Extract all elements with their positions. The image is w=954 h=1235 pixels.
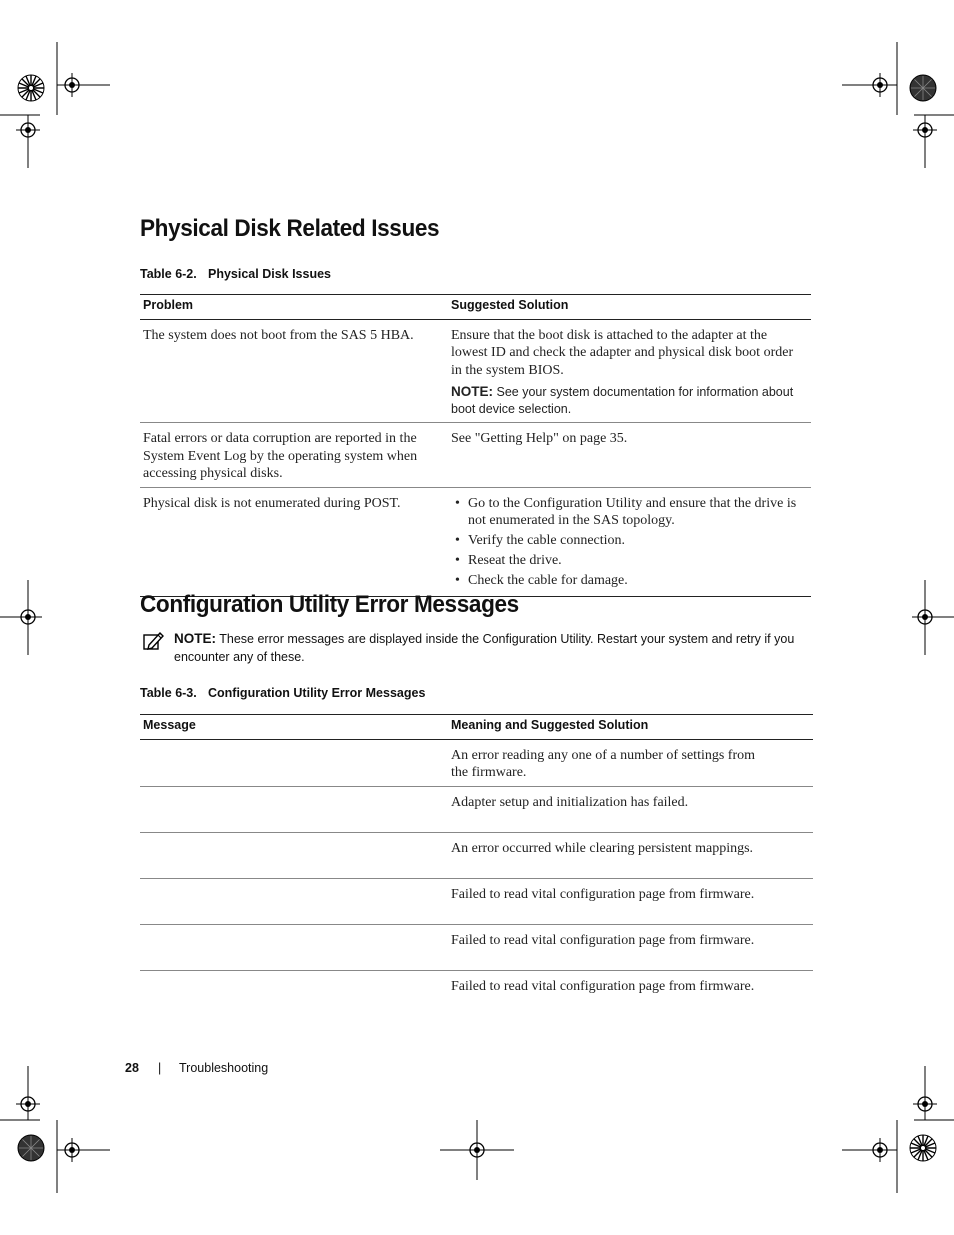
message-cell <box>140 832 448 878</box>
registration-mark-icon <box>910 1135 936 1161</box>
column-header: Suggested Solution <box>448 295 811 320</box>
message-cell <box>140 878 448 924</box>
registration-mark-icon <box>16 118 40 142</box>
meaning-cell: Failed to read vital configuration page from firmware. <box>448 924 813 970</box>
table-row <box>140 739 813 786</box>
column-header: Problem <box>140 295 448 320</box>
config-utility-errors-table <box>140 714 813 1016</box>
message-cell <box>140 924 448 970</box>
table-number: Table 6-3. <box>140 686 197 700</box>
meaning-cell: Failed to read vital configuration page from firmware. <box>451 978 755 994</box>
table-caption <box>140 686 425 700</box>
problem-cell: Fatal errors or data corruption are reported in the System Event Log by the operating system when accessing physical disks. <box>140 423 448 488</box>
page-number: 28 <box>125 1061 139 1075</box>
table-row <box>140 487 811 597</box>
solution-bullets <box>451 495 807 590</box>
table-title: Configuration Utility Error Messages <box>208 686 426 700</box>
registration-mark-icon <box>16 1092 40 1116</box>
pencil-note-icon <box>143 631 165 651</box>
registration-mark-icon <box>868 73 892 97</box>
registration-mark-icon <box>913 1092 937 1116</box>
problem-cell: Physical disk is not enumerated during POST. <box>140 487 448 597</box>
registration-mark-icon <box>913 605 937 629</box>
list-item: • Reseat the drive. <box>451 552 807 570</box>
registration-mark-icon <box>18 1135 44 1161</box>
table-row <box>140 319 811 423</box>
registration-mark-icon <box>16 605 40 629</box>
chapter-name: Troubleshooting <box>179 1061 269 1075</box>
message-cell <box>140 786 448 832</box>
meaning-cell: An error reading any one of a number of settings from the firmware. <box>448 739 813 786</box>
registration-mark-icon <box>868 1138 892 1162</box>
table-row <box>140 970 813 1016</box>
note <box>451 383 807 418</box>
section-title-physical-disk: Physical Disk Related Issues <box>140 215 440 242</box>
list-item: • Go to the Configuration Utility and ensure that the drive is not enumerated in the SAS topology. <box>451 495 807 530</box>
section-title-config-utility: Configuration Utility Error Messages <box>140 591 519 618</box>
registration-mark-icon <box>60 1138 84 1162</box>
registration-mark-icon <box>910 75 936 101</box>
registration-mark-icon <box>913 118 937 142</box>
table-caption <box>140 267 331 281</box>
physical-disk-issues-table <box>140 294 811 597</box>
solution-text: Ensure that the boot disk is attached to the adapter at the lowest ID and check the adapter and physical disk boot order in the system BIOS. <box>451 327 794 378</box>
solution-cell <box>448 487 811 597</box>
list-item: • Check the cable for damage. <box>451 572 807 590</box>
meaning-cell: An error occurred while clearing persistent mappings. <box>448 832 813 878</box>
table-row <box>140 423 811 488</box>
registration-mark-icon <box>18 75 44 101</box>
message-cell <box>140 970 448 1016</box>
note-text: These error messages are displayed inside the Configuration Utility. Restart your system and retry if you encounter any of these. <box>174 632 795 664</box>
solution-cell <box>448 319 811 423</box>
table-row <box>140 786 813 832</box>
table-header-row <box>140 295 811 320</box>
table-row <box>140 924 813 970</box>
meaning-cell: Adapter setup and initialization has failed. <box>448 786 813 832</box>
list-item: • Verify the cable connection. <box>451 532 807 550</box>
table-title: Physical Disk Issues <box>208 267 331 281</box>
note-text-block <box>174 630 812 666</box>
message-cell <box>140 739 448 786</box>
problem-cell: The system does not boot from the SAS 5 HBA. <box>140 319 448 423</box>
note-block <box>140 630 812 666</box>
footer-separator: | <box>158 1061 162 1075</box>
table-row <box>140 832 813 878</box>
note-label: NOTE: <box>451 384 493 399</box>
note-text: See your system documentation for information about boot device selection. <box>451 385 794 416</box>
column-header: Meaning and Suggested Solution <box>448 715 813 740</box>
column-header: Message <box>140 715 448 740</box>
meaning-cell: Failed to read vital configuration page from firmware. <box>448 878 813 924</box>
note-label: NOTE: <box>174 631 216 646</box>
table-row <box>140 878 813 924</box>
registration-mark-icon <box>60 73 84 97</box>
registration-mark-icon <box>465 1138 489 1162</box>
table-header-row <box>140 715 813 740</box>
solution-cell: See "Getting Help" on page 35. <box>448 423 811 488</box>
table-number: Table 6-2. <box>140 267 197 281</box>
